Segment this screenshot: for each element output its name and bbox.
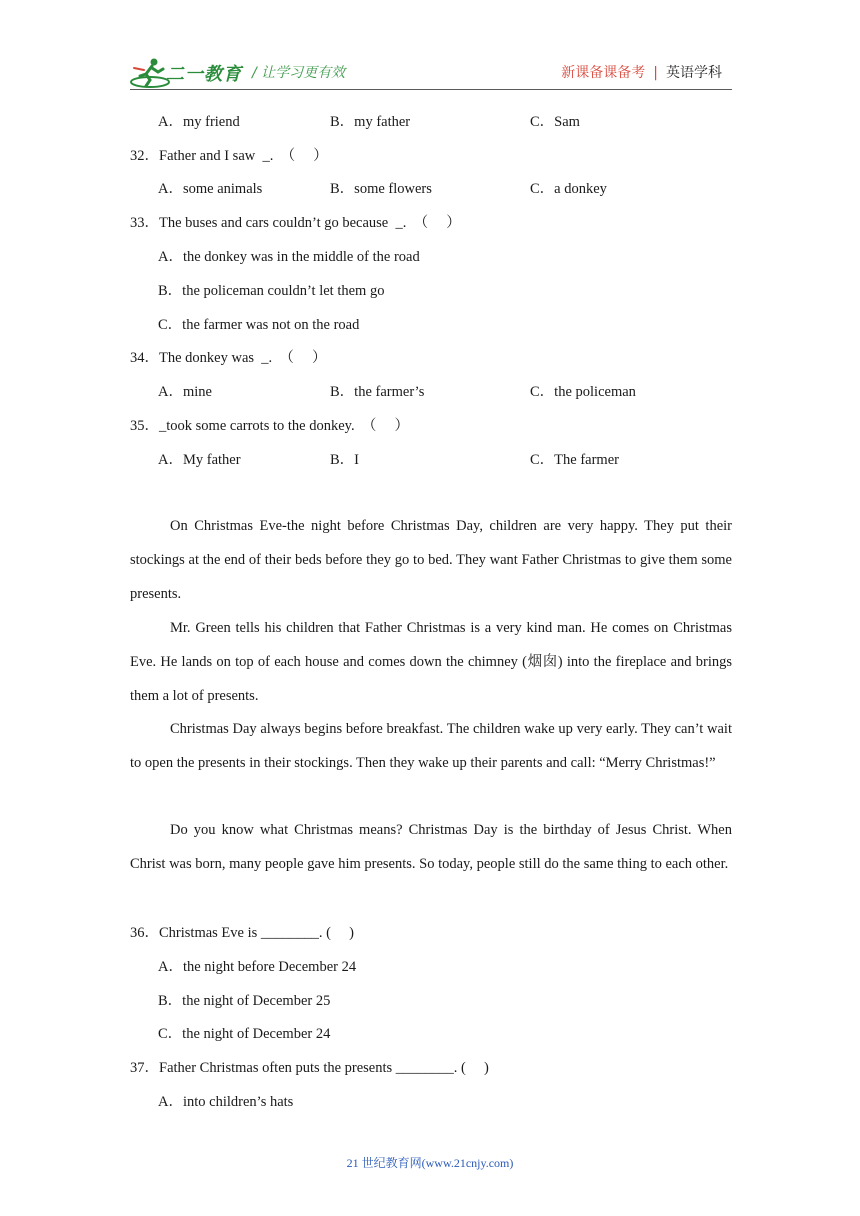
q36-option-a: A．the night before December 24 [158,959,357,975]
q32-option-a: A．some animals [158,181,263,197]
q33-option-b: B．the policeman couldn’t let them go [158,283,385,299]
page-footer[interactable]: 21 世纪教育网(www.21cnjy.com) [346,1156,514,1170]
q35-option-c: C．The farmer [530,452,619,468]
q33-option-c: C．the farmer was not on the road [158,317,360,333]
q34-option-c: C．the policeman [530,384,636,400]
q37-stem: 37．Father Christmas often puts the presents ________. ( ) [130,1060,489,1076]
passage-paragraph-4: Do you know what Christmas means? Christmas Day is the birthday of Jesus Christ. When Christ was born, many people gave him presents. So today, people still do the same thing to each other. [130,822,732,872]
passage-paragraph-1: On Christmas Eve-the night before Christmas Day, children are very happy. They put their stockings at the end of their beds before they go to bed. They want Father Christmas to give them some presents. [130,518,732,602]
q34-stem: 34．The donkey was _. （ ） [130,350,327,366]
q34-option-a: A．mine [158,384,212,400]
q35-option-a: A．My father [158,452,241,468]
q35-option-b: B．I [330,452,359,468]
q31-option-a: A．my friend [158,114,240,130]
q34-option-b: B．the farmer’s [330,384,425,400]
q31-option-c: C．Sam [530,114,580,130]
q36-option-c: C．the night of December 24 [158,1026,331,1042]
q32-option-c: C．a donkey [530,181,607,197]
header-right [561,62,722,82]
runner-logo-icon [130,56,170,90]
page-header [0,0,860,100]
q35-stem: 35．_took some carrots to the donkey. （ ） [130,418,409,434]
q33-stem: 33．The buses and cars couldn’t go because _. （ ） [130,215,461,231]
header-divider [130,89,732,90]
q32-option-b: B．some flowers [330,181,432,197]
q36-stem: 36．Christmas Eve is ________. ( ) [130,925,354,941]
slogan: / 让学习更有效 [252,65,346,81]
header-title: 新课备课备考 [561,65,646,81]
logo [130,56,250,90]
header-subject: 英语学科 [666,65,722,81]
q31-option-b: B．my father [330,114,411,130]
q37-option-a: A．into children’s hats [158,1094,294,1110]
q36-option-b: B．the night of December 25 [158,993,331,1009]
q32-stem: 32．Father and I saw _. （ ） [130,148,328,164]
header-separator: | [653,65,658,81]
passage-paragraph-3: Christmas Day always begins before breakfast. The children wake up very early. They can’t wait to open the presents in their stockings. Then they wake up their parents and call: “Merry Christmas!” [130,721,732,771]
q33-option-a: A．the donkey was in the middle of the road [158,249,420,265]
passage-paragraph-2: Mr. Green tells his children that Father Christmas is a very kind man. He comes on Christmas Eve. He lands on top of each house and comes down the chimney (烟囱) into the fireplace and brings them a lot of presents. [130,620,732,704]
logo-text: 二一教育 [166,64,242,85]
